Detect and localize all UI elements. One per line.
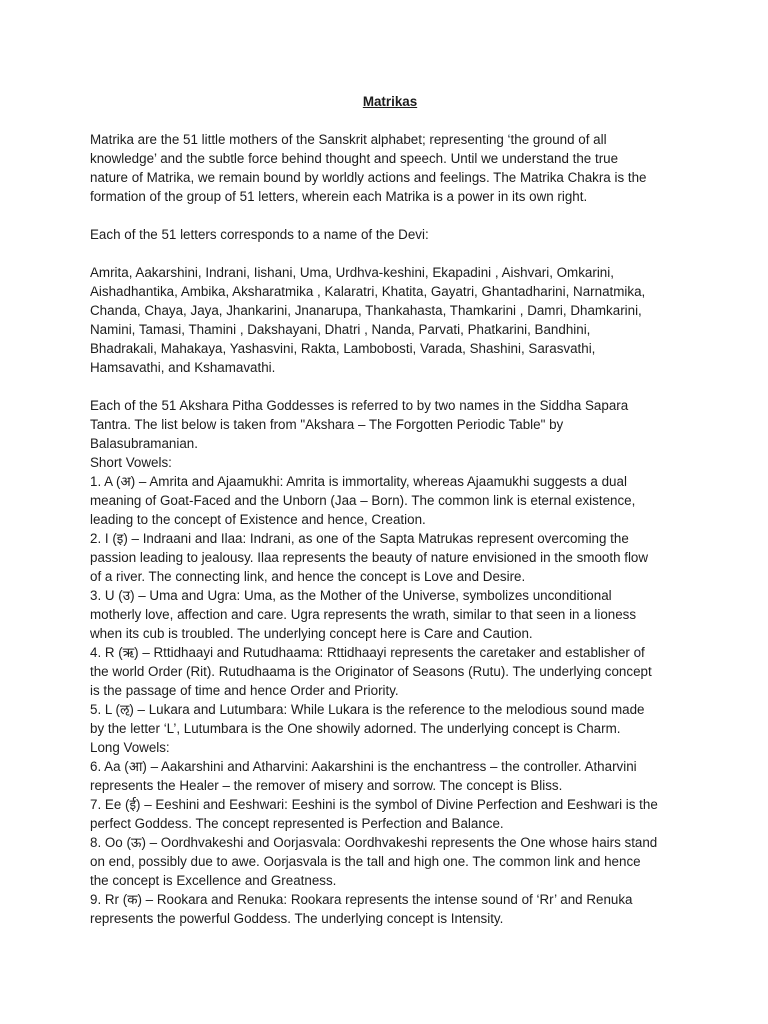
text-line: 7. Ee (ई) – Eeshini and Eeshwari: Eeshini is the symbol of Divine Perfection and Eeshwari is the (90, 797, 658, 812)
text-line: Each of the 51 letters corresponds to a name of the Devi: (90, 227, 429, 242)
text-line: on end, possibly due to awe. Oorjasvala is the tall and high one. The common link and hence (90, 854, 641, 869)
text-line: 3. U (उ) – Uma and Ugra: Uma, as the Mother of the Universe, symbolizes unconditional (90, 588, 612, 603)
text-line: represents the powerful Goddess. The underlying concept is Intensity. (90, 911, 504, 926)
text-line: Amrita, Aakarshini, Indrani, Iishani, Uma, Urdhva-keshini, Ekapadini , Aishvari, Omkarini, (90, 265, 614, 280)
text-line: knowledge’ and the subtle force behind thought and speech. Until we understand the true (90, 151, 619, 166)
document-title: Matrikas (362, 94, 418, 109)
text-line: 9. Rr (क) – Rookara and Renuka: Rookara represents the intense sound of ‘Rr’ and Renuka (90, 892, 633, 907)
text-line: Namini, Tamasi, Thamini , Dakshayani, Dhatri , Nanda, Parvati, Phatkarini, Bandhini, (90, 322, 591, 337)
text-line: of a river. The connecting link, and hence the concept is Love and Desire. (90, 569, 526, 584)
devi-names-paragraph (90, 263, 690, 377)
text-line: Each of the 51 Akshara Pitha Goddesses is referred to by two names in the Siddha Sapara (90, 398, 629, 413)
names-intro-paragraph (90, 225, 690, 244)
text-line: Hamsavathi, and Kshamavathi. (90, 360, 276, 375)
text-line: by the letter ‘L’, Lutumbara is the One showily adorned. The underlying concept is Charm. (90, 721, 621, 736)
text-line: is the passage of time and hence Order and Priority. (90, 683, 399, 698)
section-heading-short-vowels: Short Vowels: (90, 455, 172, 470)
text-line: Balasubramanian. (90, 436, 198, 451)
text-line: represents the Healer – the remover of misery and sorrow. The concept is Bliss. (90, 778, 563, 793)
intro-paragraph (90, 130, 690, 206)
text-line: motherly love, affection and care. Ugra represents the wrath, similar to that seen in a lioness (90, 607, 637, 622)
text-line: 5. L (ऌ) – Lukara and Lutumbara: While Lukara is the reference to the melodious sound made (90, 702, 645, 717)
text-line: 4. R (ऋ) – Rttidhaayi and Rutudhaama: Rttidhaayi represents the caretaker and establisher of (90, 645, 645, 660)
text-line: the concept is Excellence and Greatness. (90, 873, 337, 888)
text-line: formation of the group of 51 letters, wherein each Matrika is a power in its own right. (90, 189, 588, 204)
text-line: when its cub is troubled. The underlying concept here is Care and Caution. (90, 626, 533, 641)
text-line: the world Order (Rit). Rutudhaama is the Originator of Seasons (Rutu). The underlying concept (90, 664, 652, 679)
text-line: meaning of Goat-Faced and the Unborn (Jaa – Born). The common link is eternal existence, (90, 493, 636, 508)
document-page (90, 92, 690, 928)
section-heading-long-vowels: Long Vowels: (90, 740, 170, 755)
text-line: 2. I (इ) – Indraani and Ilaa: Indrani, as one of the Sapta Matrukas represent overcoming the (90, 531, 629, 546)
text-line: Aishadhantika, Ambika, Aksharatmika , Kalaratri, Khatita, Gayatri, Ghantadharini, Narnatmika, (90, 284, 646, 299)
text-line: 1. A (अ) – Amrita and Ajaamukhi: Amrita is immortality, whereas Ajaamukhi suggests a dual (90, 474, 627, 489)
text-line: Bhadrakali, Mahakaya, Yashasvini, Rakta, Lambobosti, Varada, Shashini, Sarasvathi, (90, 341, 596, 356)
text-line: leading to the concept of Existence and hence, Creation. (90, 512, 426, 527)
text-line: passion leading to jealousy. Ilaa represents the beauty of nature envisioned in the smooth flow (90, 550, 649, 565)
text-line: Tantra. The list below is taken from "Akshara – The Forgotten Periodic Table" by (90, 417, 564, 432)
text-line: perfect Goddess. The concept represented is Perfection and Balance. (90, 816, 504, 831)
text-line: 6. Aa (आ) – Aakarshini and Atharvini: Aakarshini is the enchantress – the controller. Atharvini (90, 759, 637, 774)
text-line: nature of Matrika, we remain bound by worldly actions and feelings. The Matrika Chakra is the (90, 170, 647, 185)
text-line: Chanda, Chaya, Jaya, Jhankarini, Jnanarupa, Thankahasta, Thamkarini , Damri, Dhamkarini, (90, 303, 642, 318)
akshara-goddesses-section (90, 396, 690, 928)
text-line: 8. Oo (ऊ) – Oordhvakeshi and Oorjasvala: Oordhvakeshi represents the One whose hairs stand (90, 835, 658, 850)
text-line: Matrika are the 51 little mothers of the Sanskrit alphabet; representing ‘the ground of all (90, 132, 607, 147)
